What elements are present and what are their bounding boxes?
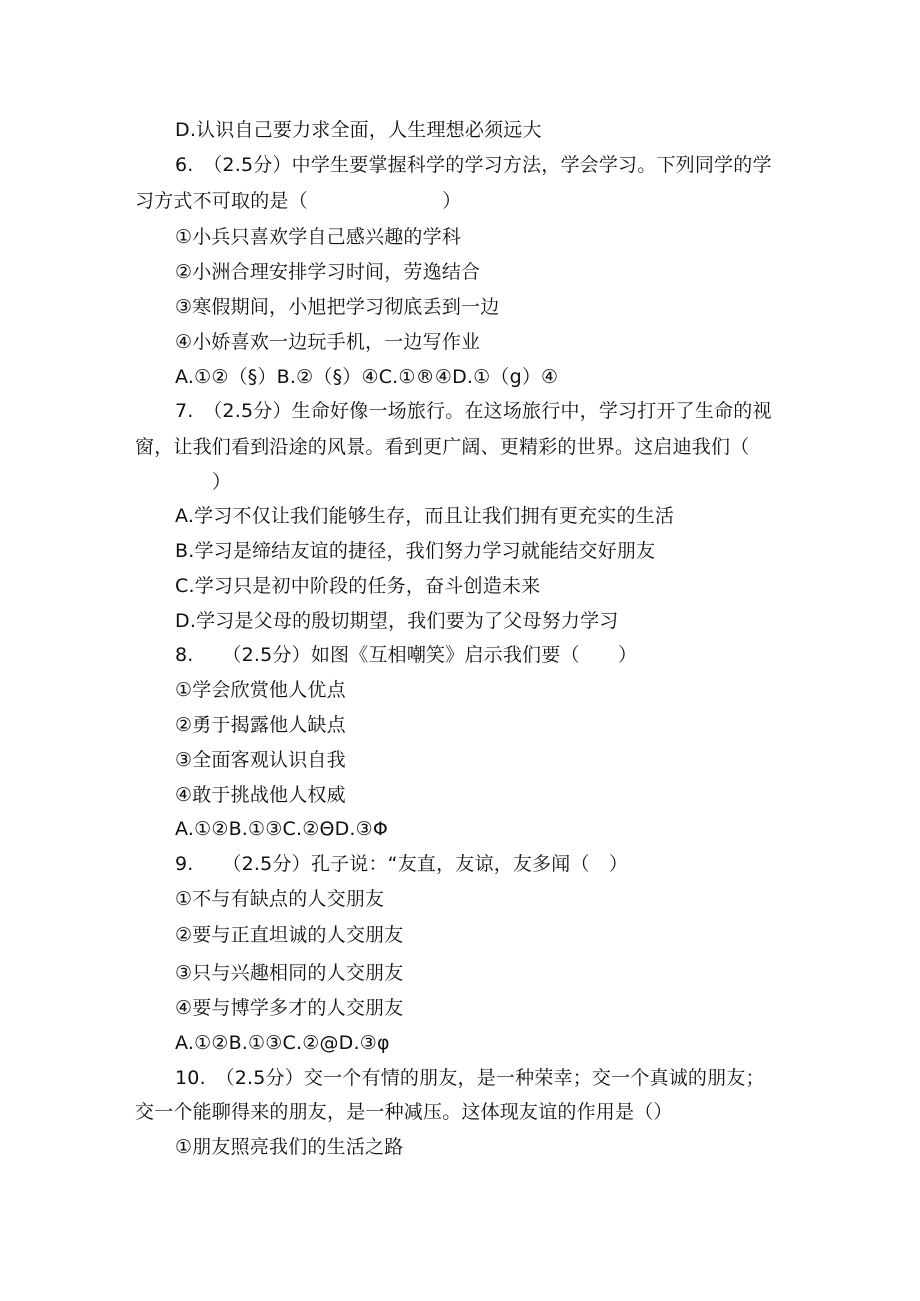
q8-item-4: ④敢于挑战他人权威 [175,784,346,806]
question-9-stem: 9. （2.5分）孔子说：“友直，友谅，友多闻（ ） [175,853,629,875]
q7-option-c: C.学习只是初中阶段的任务，奋斗创造未来 [175,575,541,597]
q6-item-3: ③寒假期间，小旭把学习彻底丢到一边 [175,296,500,318]
q9-options: A.①②B.①③C.②@D.③φ [175,1032,390,1054]
q10-item-1: ①朋友照亮我们的生活之路 [175,1136,404,1158]
option-5d: D.认识自己要力求全面，人生理想必须远大 [175,119,542,141]
question-7-stem: 7. （2.5分）生命好像一场旅行。在这场旅行中，学习打开了生命的视 [175,400,772,422]
q6-item-1: ①小兵只喜欢学自己感兴趣的学科 [175,226,462,248]
question-7-stem-cont: 窗，让我们看到沿途的风景。看到更广阔、更精彩的世界。这启迪我们（ [135,436,750,458]
q7-option-a: A.学习不仅让我们能够生存，而且让我们拥有更充实的生活 [175,505,675,527]
question-8-stem: 8. （2.5分）如图《互相嘲笑》启示我们要（ ） [175,644,638,666]
q7-option-d: D.学习是父母的殷切期望，我们要为了父母努力学习 [175,610,619,632]
q7-option-b: B.学习是缔结友谊的捷径，我们努力学习就能结交好朋友 [175,540,656,562]
q8-item-3: ③全面客观认识自我 [175,749,346,771]
q8-item-1: ①学会欣赏他人优点 [175,679,346,701]
q6-options: A.①②（§）B.②（§）④C.①®④D.①（g）④ [175,366,559,388]
q8-item-2: ②勇于揭露他人缺点 [175,714,346,736]
q9-item-2: ②要与正直坦诚的人交朋友 [175,924,404,946]
question-10-stem-cont: 交一个能聊得来的朋友，是一种减压。这体现友谊的作用是（） [135,1101,673,1123]
question-6-stem: 6. （2.5分）中学生要掌握科学的学习方法，学会学习。下列同学的学 [175,154,772,176]
q9-item-4: ④要与博学多才的人交朋友 [175,997,404,1019]
q6-item-2: ②小洲合理安排学习时间，劳逸结合 [175,261,481,283]
question-6-stem-cont: 习方式不可取的是（ ） [135,190,462,212]
q9-item-3: ③只与兴趣相同的人交朋友 [175,962,404,984]
q6-item-4: ④小娇喜欢一边玩手机，一边写作业 [175,331,481,353]
q9-item-1: ①不与有缺点的人交朋友 [175,888,385,910]
question-7-bracket: ） [212,471,232,493]
question-10-stem: 10. （2.5分）交一个有情的朋友，是一种荣幸；交一个真诚的朋友； [175,1067,765,1089]
q8-options: A.①②B.①③C.②ΘD.③Φ [175,818,389,840]
